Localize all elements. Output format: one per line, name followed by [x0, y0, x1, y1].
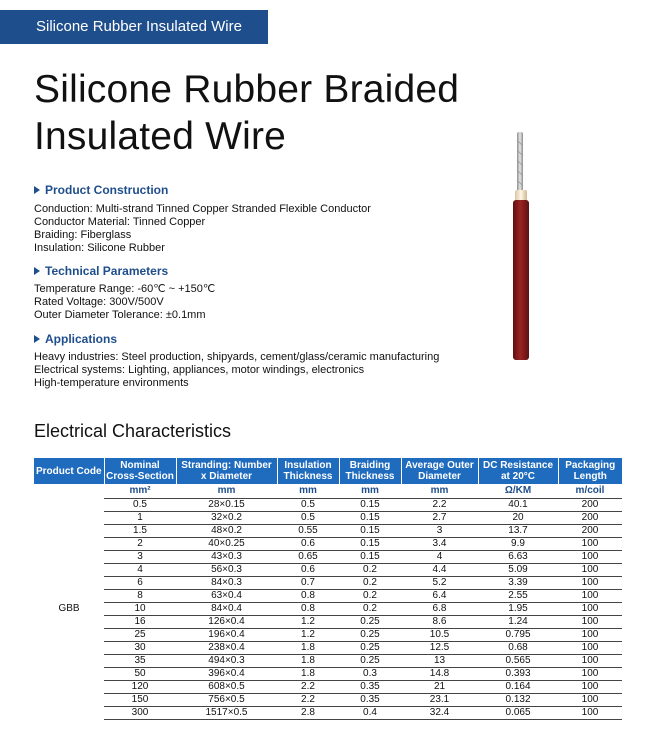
table-cell: 238×0.4 — [176, 642, 277, 655]
table-cell: 0.2 — [339, 603, 401, 616]
table-row — [34, 694, 622, 707]
technical-line: Temperature Range: -60℃ ~ +150℃ — [34, 283, 216, 295]
table-cell: 5.09 — [478, 564, 558, 577]
table-cell: 0.8 — [277, 603, 339, 616]
table-cell: 32.4 — [401, 707, 478, 720]
table-row — [34, 629, 622, 642]
table-cell: 1.8 — [277, 655, 339, 668]
construction-list — [34, 203, 371, 255]
table-row — [34, 512, 622, 525]
table-cell: 100 — [558, 616, 622, 629]
table-cell: 14.8 — [401, 668, 478, 681]
table-cell: 43×0.3 — [176, 551, 277, 564]
table-cell: 40×0.25 — [176, 538, 277, 551]
table-cell: 100 — [558, 577, 622, 590]
units-row — [34, 484, 622, 499]
table-cell: 84×0.4 — [176, 603, 277, 616]
table-cell: 4 — [104, 564, 176, 577]
table-row — [34, 655, 622, 668]
header-dc-resistance: DC Resistance at 20°C — [478, 458, 558, 484]
unit-cell: mm — [430, 485, 449, 496]
table-cell: 0.2 — [339, 590, 401, 603]
table-cell: 0.35 — [339, 681, 401, 694]
table-cell: 100 — [558, 538, 622, 551]
table-cell: 0.15 — [339, 538, 401, 551]
table-cell: 3.39 — [478, 577, 558, 590]
table-cell: 25 — [104, 629, 176, 642]
table-cell: 2.55 — [478, 590, 558, 603]
table-row — [34, 642, 622, 655]
table-cell: 13 — [401, 655, 478, 668]
electrical-table — [34, 458, 622, 720]
table-cell: 1.8 — [277, 668, 339, 681]
table-cell: 0.25 — [339, 616, 401, 629]
table-cell: 0.8 — [277, 590, 339, 603]
table-cell: 9.9 — [478, 538, 558, 551]
unit-cell: mm — [361, 485, 379, 496]
table-cell: 2.8 — [277, 707, 339, 720]
applications-heading: Applications — [34, 332, 117, 346]
table-cell: 84×0.3 — [176, 577, 277, 590]
construction-line: Insulation: Silicone Rubber — [34, 242, 165, 254]
table-cell: 48×0.2 — [176, 525, 277, 538]
table-cell: 56×0.3 — [176, 564, 277, 577]
table-cell: 6.63 — [478, 551, 558, 564]
construction-heading: Product Construction — [34, 183, 168, 197]
unit-cell: mm — [299, 485, 317, 496]
table-row — [34, 564, 622, 577]
table-cell: 8.6 — [401, 616, 478, 629]
table-cell: 100 — [558, 551, 622, 564]
table-cell: 126×0.4 — [176, 616, 277, 629]
table-cell: 0.795 — [478, 629, 558, 642]
table-cell: 0.25 — [339, 629, 401, 642]
table-cell: 12.5 — [401, 642, 478, 655]
table-cell: 0.5 — [104, 499, 176, 512]
table-cell: 396×0.4 — [176, 668, 277, 681]
table-cell: 1.2 — [277, 616, 339, 629]
technical-heading: Technical Parameters — [34, 264, 168, 278]
table-cell: 0.7 — [277, 577, 339, 590]
unit-cell: mm² — [129, 485, 151, 496]
header-stranding: Stranding: Number x Diameter — [176, 458, 277, 484]
table-cell: 0.3 — [339, 668, 401, 681]
table-row — [34, 603, 622, 616]
table-row — [34, 551, 622, 564]
table-cell: 0.25 — [339, 655, 401, 668]
table-cell: 100 — [558, 564, 622, 577]
table-cell: 1 — [104, 512, 176, 525]
technical-list — [34, 283, 215, 322]
table-cell: 2.2 — [277, 681, 339, 694]
table-cell: 100 — [558, 603, 622, 616]
table-cell: 6.4 — [401, 590, 478, 603]
header-outer-diameter: Average Outer Diameter — [401, 458, 478, 484]
table-cell: 0.6 — [277, 538, 339, 551]
electrical-characteristics-title: Electrical Characteristics — [34, 421, 232, 441]
construction-line: Conductor Material: Tinned Copper — [34, 216, 206, 228]
table-cell: 13.7 — [478, 525, 558, 538]
triangle-bullet-icon — [34, 335, 40, 343]
table-cell: 32×0.2 — [176, 512, 277, 525]
table-cell: 20 — [478, 512, 558, 525]
table-cell: 100 — [558, 590, 622, 603]
triangle-bullet-icon — [34, 186, 40, 194]
table-cell: 16 — [104, 616, 176, 629]
table-cell: 100 — [558, 642, 622, 655]
table-cell: 0.565 — [478, 655, 558, 668]
table-cell: 0.55 — [277, 525, 339, 538]
table-cell: 1.2 — [277, 629, 339, 642]
table-row — [34, 616, 622, 629]
table-cell: 0.65 — [277, 551, 339, 564]
construction-line: Braiding: Fiberglass — [34, 229, 132, 241]
table-header-row — [34, 458, 622, 484]
table-cell: 6.8 — [401, 603, 478, 616]
table-cell: 0.5 — [277, 512, 339, 525]
table-row — [34, 707, 622, 720]
table-cell: 3 — [401, 525, 478, 538]
header-packaging: Packaging Length — [558, 458, 622, 484]
table-cell: 0.6 — [277, 564, 339, 577]
table-cell: 23.1 — [401, 694, 478, 707]
table-cell: 1.5 — [104, 525, 176, 538]
table-cell: 28×0.15 — [176, 499, 277, 512]
table-cell: 608×0.5 — [176, 681, 277, 694]
table-cell: 0.15 — [339, 499, 401, 512]
table-cell: 0.164 — [478, 681, 558, 694]
table-cell: 150 — [104, 694, 176, 707]
table-cell: 200 — [558, 499, 622, 512]
table-cell: 0.4 — [339, 707, 401, 720]
table-row — [34, 668, 622, 681]
table-cell: 3 — [104, 551, 176, 564]
table-cell: 100 — [558, 668, 622, 681]
table-cell: 100 — [558, 694, 622, 707]
table-cell: 0.15 — [339, 551, 401, 564]
table-cell: 200 — [558, 525, 622, 538]
table-row — [34, 681, 622, 694]
table-cell: 2.2 — [401, 499, 478, 512]
table-cell: 2.7 — [401, 512, 478, 525]
table-cell: 50 — [104, 668, 176, 681]
table-cell: 756×0.5 — [176, 694, 277, 707]
table-cell: 30 — [104, 642, 176, 655]
unit-cell — [34, 484, 104, 499]
table-cell: 120 — [104, 681, 176, 694]
table-cell: 21 — [401, 681, 478, 694]
table-cell: 1.95 — [478, 603, 558, 616]
technical-line: Outer Diameter Tolerance: ±0.1mm — [34, 309, 206, 321]
table-cell: 0.35 — [339, 694, 401, 707]
unit-cell: m/coil — [575, 485, 605, 496]
table-cell: 6 — [104, 577, 176, 590]
header-insulation: Insulation Thickness — [277, 458, 339, 484]
table-cell: 0.393 — [478, 668, 558, 681]
header-product-code: Product Code — [34, 458, 104, 484]
table-cell: 10.5 — [401, 629, 478, 642]
construction-line: Conduction: Multi-strand Tinned Copper Stranded Flexible Conductor — [34, 203, 371, 215]
table-cell: 300 — [104, 707, 176, 720]
table-cell: 100 — [558, 707, 622, 720]
applications-list — [34, 351, 439, 390]
applications-line: High-temperature environments — [34, 377, 189, 389]
table-cell: 0.5 — [277, 499, 339, 512]
triangle-bullet-icon — [34, 267, 40, 275]
table-cell: 0.15 — [339, 525, 401, 538]
table-cell: 1.8 — [277, 642, 339, 655]
table-cell: 1517×0.5 — [176, 707, 277, 720]
unit-cell: Ω/KM — [504, 485, 532, 496]
header-cross-section: Nominal Cross-Section — [104, 458, 176, 484]
table-cell: 35 — [104, 655, 176, 668]
table-cell: 10 — [104, 603, 176, 616]
table-cell: 100 — [558, 629, 622, 642]
product-code-cell: GBB — [58, 603, 80, 614]
table-row — [34, 538, 622, 551]
header-braiding: Braiding Thickness — [339, 458, 401, 484]
table-row — [34, 499, 622, 512]
unit-cell: mm — [217, 485, 236, 496]
table-cell: 494×0.3 — [176, 655, 277, 668]
table-cell: 4.4 — [401, 564, 478, 577]
table-row — [34, 525, 622, 538]
category-banner: Silicone Rubber Insulated Wire — [0, 10, 268, 44]
table-cell: 0.2 — [339, 564, 401, 577]
table-cell: 0.065 — [478, 707, 558, 720]
table-cell: 0.68 — [478, 642, 558, 655]
applications-line: Heavy industries: Steel production, shipyards, cement/glass/ceramic manufacturing — [34, 351, 440, 363]
table-cell: 196×0.4 — [176, 629, 277, 642]
table-cell: 63×0.4 — [176, 590, 277, 603]
technical-line: Rated Voltage: 300V/500V — [34, 296, 164, 308]
table-cell: 8 — [104, 590, 176, 603]
table-cell: 40.1 — [478, 499, 558, 512]
table-cell: 4 — [401, 551, 478, 564]
table-cell: 1.24 — [478, 616, 558, 629]
table-cell: 0.2 — [339, 577, 401, 590]
applications-line: Electrical systems: Lighting, appliances, motor windings, electronics — [34, 364, 365, 376]
table-cell: 0.15 — [339, 512, 401, 525]
table-cell: 5.2 — [401, 577, 478, 590]
table-row — [34, 577, 622, 590]
table-cell: 0.132 — [478, 694, 558, 707]
page-title — [34, 66, 459, 160]
title-line-1: Silicone Rubber Braided — [34, 68, 460, 111]
table-cell: 200 — [558, 512, 622, 525]
table-cell: 2.2 — [277, 694, 339, 707]
table-cell: 100 — [558, 681, 622, 694]
table-cell: 0.25 — [339, 642, 401, 655]
wire-product-image — [510, 132, 534, 362]
title-line-2: Insulated Wire — [34, 115, 287, 158]
table-cell: 2 — [104, 538, 176, 551]
table-cell: 3.4 — [401, 538, 478, 551]
table-row — [34, 590, 622, 603]
table-cell: 100 — [558, 655, 622, 668]
